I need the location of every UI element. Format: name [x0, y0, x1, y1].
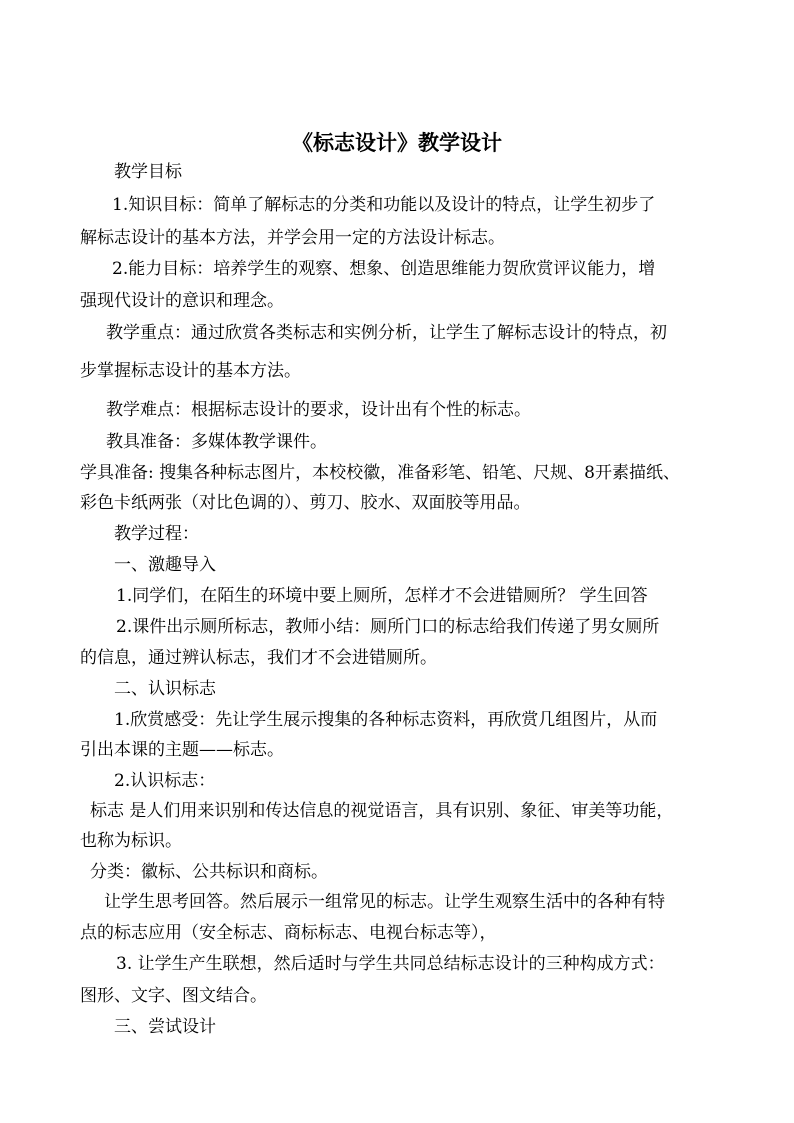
- paragraph-line: 教学重点：通过欣赏各类标志和实例分析，让学生了解标志设计的特点，初: [106, 323, 667, 343]
- paragraph-line: 学具准备: 搜集各种标志图片，本校校徽，准备彩笔、铅笔、尺规、8开素描纸、: [80, 463, 680, 483]
- document-title: 《标志设计》教学设计: [292, 130, 502, 155]
- paragraph-line: 1.欣赏感受：先让学生展示搜集的各种标志资料，再欣赏几组图片，从而: [114, 710, 658, 730]
- paragraph-line: 的信息，通过辨认标志，我们才不会进错厕所。: [80, 648, 437, 668]
- paragraph-line: 分类：徽标、公共标识和商标。: [90, 862, 328, 882]
- paragraph-line: 强现代设计的意识和理念。: [80, 291, 284, 311]
- section-heading: 二、认识标志: [114, 679, 216, 699]
- paragraph-line: 教学难点：根据标志设计的要求，设计出有个性的标志。: [106, 400, 531, 420]
- paragraph-line: 1.同学们，在陌生的环境中要上厕所，怎样才不会进错厕所？ 学生回答: [116, 586, 648, 606]
- paragraph-line: 图形、文字、图文结合。: [80, 986, 267, 1006]
- section-heading: 三、尝试设计: [114, 1017, 216, 1037]
- paragraph-line: 步掌握标志设计的基本方法。: [80, 361, 301, 381]
- paragraph-line: 教具准备：多媒体教学课件。: [106, 432, 327, 452]
- paragraph-line: 让学生思考回答。然后展示一组常见的标志。让学生观察生活中的各种有特: [104, 892, 665, 912]
- paragraph-line: 3. 让学生产生联想，然后适时与学生共同总结标志设计的三种构成方式：: [116, 954, 665, 974]
- paragraph-line: 2.认识标志：: [114, 771, 216, 791]
- section-heading: 一、激趣导入: [114, 555, 216, 575]
- heading-teaching-goals: 教学目标: [114, 162, 182, 182]
- paragraph-line: 引出本课的主题——标志。: [80, 740, 284, 760]
- paragraph-line: 2.能力目标：培养学生的观察、想象、创造思维能力贺欣赏评议能力，增: [112, 259, 656, 279]
- paragraph-line: 标志 是人们用来识别和传达信息的视觉语言，具有识别、象征、审美等功能，: [90, 801, 674, 821]
- paragraph-line: 点的标志应用（安全标志、商标标志、电视台标志等），: [80, 923, 497, 943]
- paragraph-line: 解标志设计的基本方法，并学会用一定的方法设计标志。: [80, 228, 505, 248]
- paragraph-line: 也称为标识。: [80, 831, 182, 851]
- paragraph-line: 1.知识目标：简单了解标志的分类和功能以及设计的特点，让学生初步了: [112, 195, 656, 215]
- paragraph-line: 2.课件出示厕所标志，教师小结：厕所门口的标志给我们传递了男女厕所: [116, 617, 660, 637]
- paragraph-line: 彩色卡纸两张（对比色调的）、剪刀、胶水、双面胶等用品。: [80, 493, 531, 513]
- heading-teaching-process: 教学过程：: [114, 524, 199, 544]
